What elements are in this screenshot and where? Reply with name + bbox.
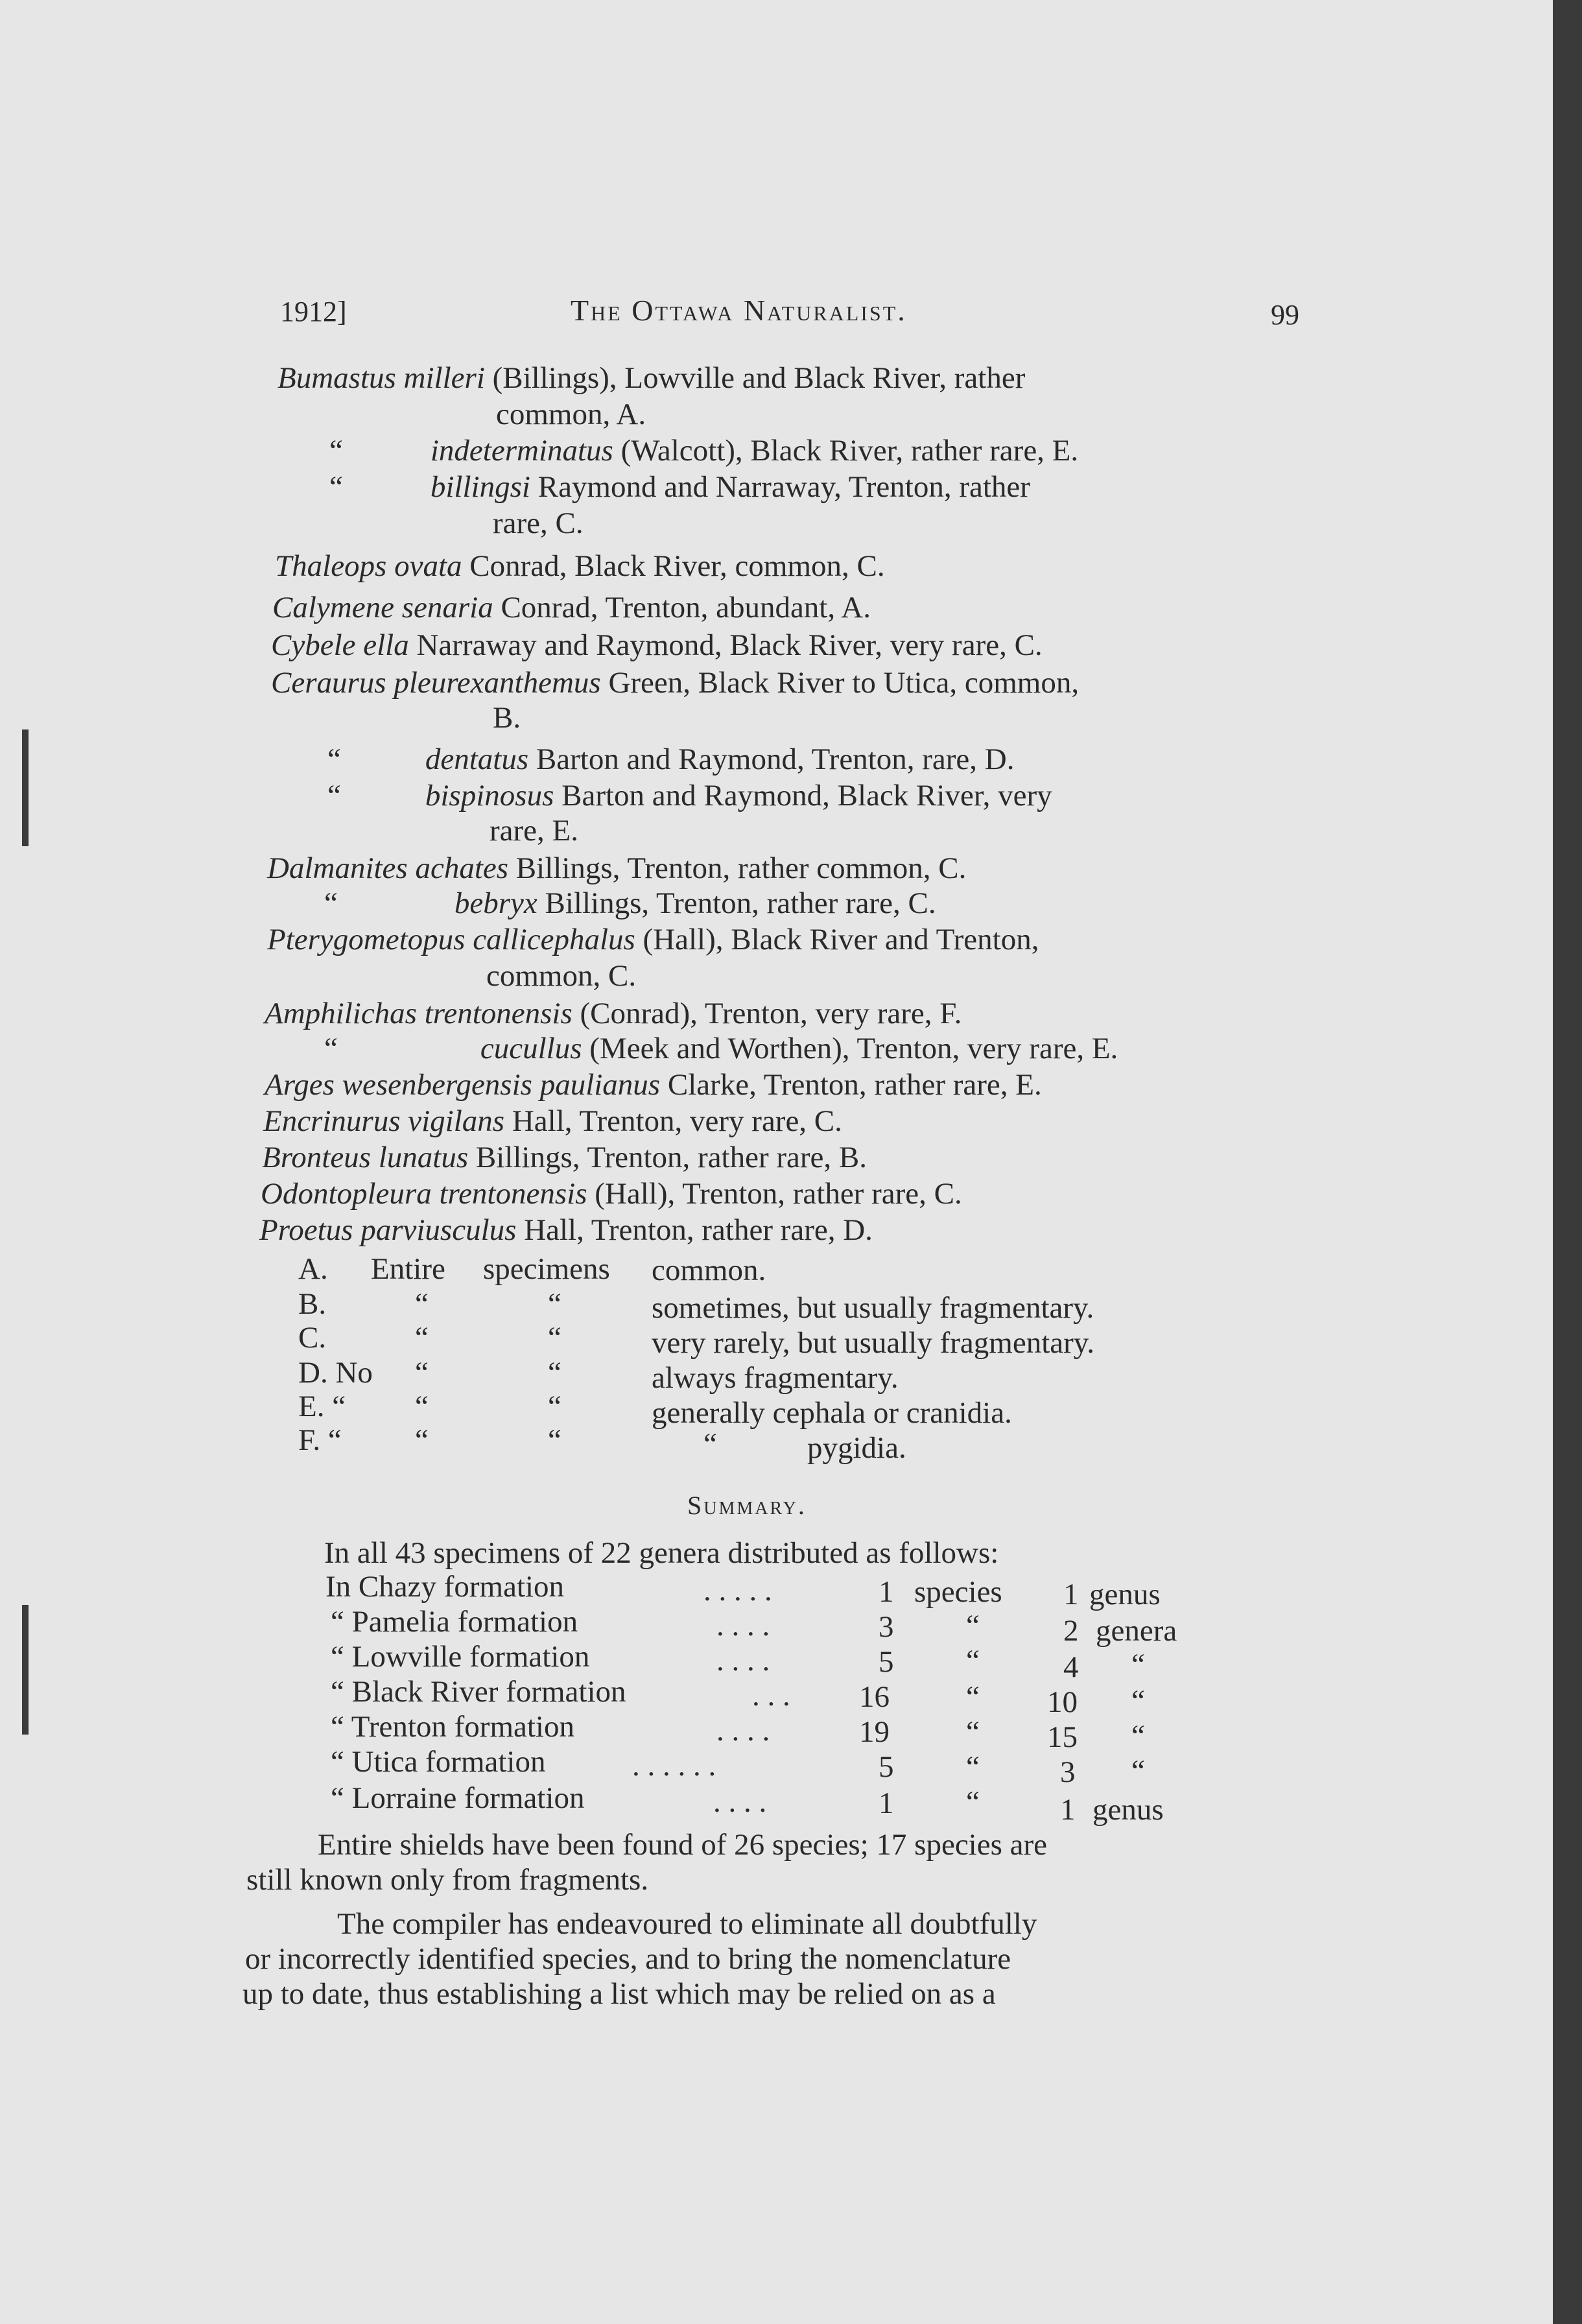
species-entry: Proetus parviusculus Hall, Trenton, rather rare, D. xyxy=(259,1213,873,1247)
species-entry-continuation: rare, C. xyxy=(493,506,584,540)
genera-label: “ xyxy=(1131,1684,1145,1718)
legend-col1: Entire xyxy=(371,1252,445,1286)
species-count: 16 xyxy=(859,1680,890,1714)
species-entry: “ bebryx Billings, Trenton, rather rare, C. xyxy=(324,886,936,920)
species-entry-continuation: common, A. xyxy=(496,397,646,431)
species-count: 3 xyxy=(879,1610,894,1644)
species-entry: “ billingsi Raymond and Narraway, Trenton, rather xyxy=(329,470,1030,504)
compiler-paragraph-line: up to date, thus establishing a list which may be relied on as a xyxy=(242,1977,996,2011)
species-entry: Bronteus lunatus Billings, Trenton, rather rare, B. xyxy=(262,1141,867,1174)
legend-desc: always fragmentary. xyxy=(652,1361,899,1395)
species-label: “ xyxy=(966,1609,980,1642)
leader-dots: . . . xyxy=(752,1679,790,1713)
formation-name: “ Lowville formation xyxy=(331,1640,590,1674)
genera-label: genus xyxy=(1092,1793,1164,1827)
species-label: “ xyxy=(966,1785,980,1819)
species-label: “ xyxy=(966,1750,980,1784)
species-entry: Cybele ella Narraway and Raymond, Black River, very rare, C. xyxy=(271,628,1043,662)
species-entry: “ indeterminatus (Walcott), Black River, rather rare, E. xyxy=(329,434,1079,468)
species-entry: Arges wesenbergensis paulianus Clarke, Trenton, rather rare, E. xyxy=(265,1068,1042,1102)
species-entry: “ cucullus (Meek and Worthen), Trenton, very rare, E. xyxy=(324,1032,1118,1065)
species-label: species xyxy=(914,1575,1002,1609)
species-entry: Pterygometopus callicephalus (Hall), Black River and Trenton, xyxy=(267,923,1039,956)
legend-col2: specimens xyxy=(483,1252,610,1286)
species-label: “ xyxy=(966,1680,980,1714)
legend-col1: “ xyxy=(415,1356,429,1390)
leader-dots: . . . . xyxy=(716,1714,770,1748)
leader-dots: . . . . xyxy=(716,1644,770,1678)
legend-letter: F. “ xyxy=(298,1423,342,1457)
legend-col2: “ xyxy=(548,1423,561,1457)
genera-label: genus xyxy=(1089,1578,1161,1611)
compiler-paragraph-line: The compiler has endeavoured to eliminate all doubtfully xyxy=(337,1907,1037,1941)
summary-intro: In all 43 specimens of 22 genera distributed as follows: xyxy=(324,1536,999,1570)
genera-label: “ xyxy=(1131,1754,1145,1788)
legend-letter: C. xyxy=(298,1321,327,1355)
legend-desc: very rarely, but usually fragmentary. xyxy=(652,1326,1094,1360)
legend-col2: “ xyxy=(548,1390,561,1423)
formation-name: In Chazy formation xyxy=(325,1570,565,1604)
genera-label: “ xyxy=(1131,1719,1145,1753)
journal-title: The Ottawa Naturalist. xyxy=(571,294,907,327)
formation-name: “ Pamelia formation xyxy=(331,1605,578,1639)
legend-letter: B. xyxy=(298,1287,327,1321)
legend-col1: “ xyxy=(415,1423,429,1457)
species-entry: Odontopleura trentonensis (Hall), Trenton, rather rare, C. xyxy=(261,1177,962,1211)
species-entry: Calymene senaria Conrad, Trenton, abundant, A. xyxy=(272,591,871,624)
formation-name: “ Lorraine formation xyxy=(331,1781,585,1815)
genera-count: 4 xyxy=(1063,1650,1079,1684)
genera-label: genera xyxy=(1096,1614,1177,1648)
leader-dots: . . . . xyxy=(713,1785,767,1819)
formation-name: “ Trenton formation xyxy=(331,1710,574,1744)
species-count: 19 xyxy=(859,1715,890,1749)
legend-desc-continued: pygidia. xyxy=(807,1431,906,1465)
summary-paragraph-line: still known only from fragments. xyxy=(246,1863,649,1897)
genera-label: “ xyxy=(1131,1648,1145,1681)
species-count: 1 xyxy=(879,1786,894,1820)
legend-letter: D. No xyxy=(298,1356,373,1390)
legend-col1: “ xyxy=(415,1287,429,1321)
genera-count: 10 xyxy=(1047,1685,1078,1719)
species-entry: Amphilichas trentonensis (Conrad), Trenton, very rare, F. xyxy=(265,997,962,1030)
species-entry: Bumastus milleri (Billings), Lowville and Black River, rather xyxy=(277,361,1026,395)
species-entry: “ bispinosus Barton and Raymond, Black River, very xyxy=(327,779,1052,812)
leader-dots: . . . . xyxy=(716,1609,770,1642)
species-entry-continuation: rare, E. xyxy=(490,814,578,848)
page-number: 99 xyxy=(1271,299,1299,331)
legend-desc: common. xyxy=(652,1253,766,1287)
genera-count: 1 xyxy=(1060,1793,1076,1827)
scan-edge xyxy=(1553,0,1582,2324)
species-entry: Encrinurus vigilans Hall, Trenton, very rare, C. xyxy=(263,1104,842,1138)
species-entry: Ceraurus pleurexanthemus Green, Black River to Utica, common, xyxy=(271,666,1080,700)
compiler-paragraph-line: or incorrectly identified species, and to bring the nomenclature xyxy=(245,1942,1011,1976)
species-entry-continuation: B. xyxy=(493,701,521,735)
scan-mark xyxy=(22,1605,29,1735)
genera-count: 15 xyxy=(1047,1720,1078,1754)
leader-dots: . . . . . . xyxy=(632,1749,716,1783)
leader-dots: . . . . . xyxy=(703,1574,772,1607)
species-entry: Thaleops ovata Conrad, Black River, common, C. xyxy=(275,549,885,583)
summary-heading: Summary. xyxy=(687,1491,807,1520)
legend-col2: “ xyxy=(548,1321,561,1355)
legend-col1: “ xyxy=(415,1321,429,1355)
formation-name: “ Utica formation xyxy=(331,1745,546,1779)
summary-paragraph-line: Entire shields have been found of 26 species; 17 species are xyxy=(318,1828,1048,1862)
species-entry: Dalmanites achates Billings, Trenton, rather common, C. xyxy=(267,851,967,885)
legend-desc: sometimes, but usually fragmentary. xyxy=(652,1291,1094,1325)
legend-letter: A. xyxy=(298,1252,328,1286)
scan-mark xyxy=(22,729,29,846)
genera-count: 1 xyxy=(1063,1578,1079,1611)
legend-col1: “ xyxy=(415,1390,429,1423)
species-label: “ xyxy=(966,1644,980,1678)
header-year: 1912] xyxy=(280,296,347,327)
legend-desc: generally cephala or cranidia. xyxy=(652,1396,1012,1430)
species-entry: “ dentatus Barton and Raymond, Trenton, rare, D. xyxy=(327,742,1015,776)
species-count: 1 xyxy=(879,1575,894,1609)
formation-name: “ Black River formation xyxy=(331,1675,626,1709)
legend-col2: “ xyxy=(548,1287,561,1321)
species-count: 5 xyxy=(879,1750,894,1784)
genera-count: 2 xyxy=(1063,1614,1079,1648)
legend-desc: “ xyxy=(703,1427,717,1461)
species-label: “ xyxy=(966,1715,980,1749)
legend-col2: “ xyxy=(548,1356,561,1390)
species-count: 5 xyxy=(879,1645,894,1679)
species-entry-continuation: common, C. xyxy=(486,959,637,993)
legend-letter: E. “ xyxy=(298,1390,346,1423)
genera-count: 3 xyxy=(1060,1755,1076,1789)
